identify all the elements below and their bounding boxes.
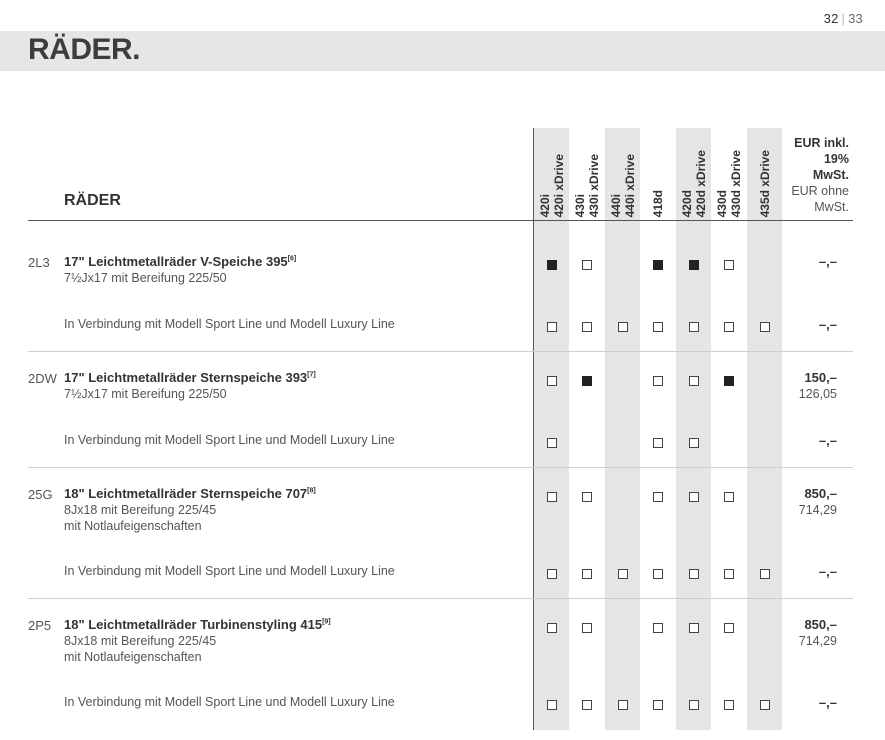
standard-mark [653, 260, 663, 270]
option-price [799, 486, 837, 518]
price-excl-vat: 126,05 [798, 387, 837, 401]
note-price-value: –,– [818, 695, 837, 710]
note-price-value: –,– [818, 317, 837, 332]
option-mark [618, 700, 628, 710]
option-mark [760, 569, 770, 579]
option-mark [618, 322, 628, 332]
price-incl-vat: 150,– [804, 370, 837, 385]
option-mark [582, 569, 592, 579]
price-header-line5: MwSt. [814, 200, 849, 214]
option-title-text: 17" Leichtmetallräder V-Speiche 395 [64, 254, 288, 269]
option-mark [547, 700, 557, 710]
option-mark [547, 569, 557, 579]
option-mark [653, 569, 663, 579]
option-mark [582, 260, 592, 270]
option-price [819, 254, 837, 270]
footnote-ref: [8] [307, 487, 316, 495]
footnote-ref: [6] [287, 255, 297, 263]
note-price [819, 317, 837, 333]
option-title [64, 254, 296, 269]
option-spec: 8Jx18 mit Bereifung 225/45 [64, 503, 217, 517]
option-mark [582, 322, 592, 332]
note-price-value: –,– [818, 564, 837, 579]
column-header: 430d 430d xDrive [714, 149, 743, 217]
option-mark [760, 700, 770, 710]
option-mark [689, 322, 699, 332]
option-mark [689, 438, 699, 448]
note-price-value: –,– [818, 433, 837, 448]
option-mark [653, 700, 663, 710]
option-code: 25G [28, 487, 53, 502]
page-title: RÄDER. [28, 33, 141, 66]
option-note: In Verbindung mit Modell Sport Line und Modell Luxury Line [64, 433, 395, 447]
column-shade [676, 128, 711, 730]
column-header: 420i 420i xDrive [537, 153, 566, 217]
option-title [64, 486, 316, 501]
row-separator [28, 598, 853, 599]
option-mark [724, 492, 734, 502]
row-separator [28, 467, 853, 468]
section-header: RÄDER [64, 192, 121, 209]
option-spec: 8Jx18 mit Bereifung 225/45 [64, 634, 217, 648]
option-spec: mit Notlaufeigenschaften [64, 650, 202, 664]
column-header: 418d [650, 189, 665, 217]
option-title-text: 18" Leichtmetallräder Turbinenstyling 415 [64, 617, 323, 632]
note-price [819, 433, 837, 449]
page-total: 33 [848, 11, 863, 26]
page-separator: | [841, 11, 846, 26]
price-header-line1: EUR inkl. [794, 136, 849, 150]
option-mark [547, 438, 557, 448]
standard-mark [689, 260, 699, 270]
header-rule [28, 220, 853, 221]
option-price [799, 370, 837, 402]
option-code: 2DW [28, 371, 57, 386]
option-mark [689, 376, 699, 386]
table-vertical-rule [533, 128, 534, 730]
row-separator [28, 351, 853, 352]
option-mark [653, 376, 663, 386]
option-mark [653, 623, 663, 633]
option-spec: mit Notlaufeigenschaften [64, 519, 202, 533]
price-incl-vat: 850,– [804, 486, 837, 501]
option-code: 2L3 [28, 255, 50, 270]
option-mark [547, 376, 557, 386]
option-spec: 7½Jx17 mit Bereifung 225/50 [64, 271, 227, 285]
standard-mark [582, 376, 592, 386]
option-mark [689, 700, 699, 710]
option-mark [618, 569, 628, 579]
option-title [64, 617, 331, 632]
price-excl-vat: 714,29 [798, 503, 837, 517]
column-shade [747, 128, 782, 730]
price-header-line2: 19% [823, 152, 849, 166]
option-title [64, 370, 316, 385]
footnote-ref: [9] [322, 618, 331, 626]
option-note: In Verbindung mit Modell Sport Line und Modell Luxury Line [64, 695, 395, 709]
option-note: In Verbindung mit Modell Sport Line und Modell Luxury Line [64, 317, 395, 331]
option-mark [689, 569, 699, 579]
option-mark [724, 322, 734, 332]
column-header: 420d 420d xDrive [679, 149, 708, 217]
page-current: 32 [823, 11, 839, 26]
column-shade [534, 128, 569, 730]
option-mark [582, 700, 592, 710]
column-header: 430i 430i xDrive [572, 153, 601, 217]
option-mark [760, 322, 770, 332]
option-title-text: 17" Leichtmetallräder Sternspeiche 393 [64, 370, 308, 385]
standard-mark [724, 376, 734, 386]
option-mark [724, 569, 734, 579]
price-incl-vat: –,– [818, 254, 837, 269]
option-mark [547, 623, 557, 633]
column-header: 435d xDrive [757, 149, 772, 217]
option-spec: 7½Jx17 mit Bereifung 225/50 [64, 387, 227, 401]
standard-mark [547, 260, 557, 270]
option-mark [724, 260, 734, 270]
price-excl-vat: 714,29 [798, 634, 837, 648]
option-mark [653, 438, 663, 448]
footnote-ref: [7] [307, 371, 316, 379]
price-header-line4: EUR ohne [791, 184, 849, 198]
option-note: In Verbindung mit Modell Sport Line und Modell Luxury Line [64, 564, 395, 578]
option-mark [582, 492, 592, 502]
column-shade [605, 128, 640, 730]
option-mark [724, 700, 734, 710]
option-price [799, 617, 837, 649]
note-price [819, 564, 837, 580]
option-mark [653, 322, 663, 332]
option-mark [689, 492, 699, 502]
option-mark [724, 623, 734, 633]
option-mark [653, 492, 663, 502]
column-header: 440i 440i xDrive [608, 153, 637, 217]
price-incl-vat: 850,– [804, 617, 837, 632]
page-number [824, 11, 863, 26]
option-mark [547, 322, 557, 332]
option-title-text: 18" Leichtmetallräder Sternspeiche 707 [64, 486, 308, 501]
price-header [791, 135, 849, 215]
option-mark [689, 623, 699, 633]
option-code: 2P5 [28, 618, 52, 633]
note-price [819, 695, 837, 711]
option-mark [582, 623, 592, 633]
price-header-line3: MwSt. [812, 168, 849, 182]
option-mark [547, 492, 557, 502]
